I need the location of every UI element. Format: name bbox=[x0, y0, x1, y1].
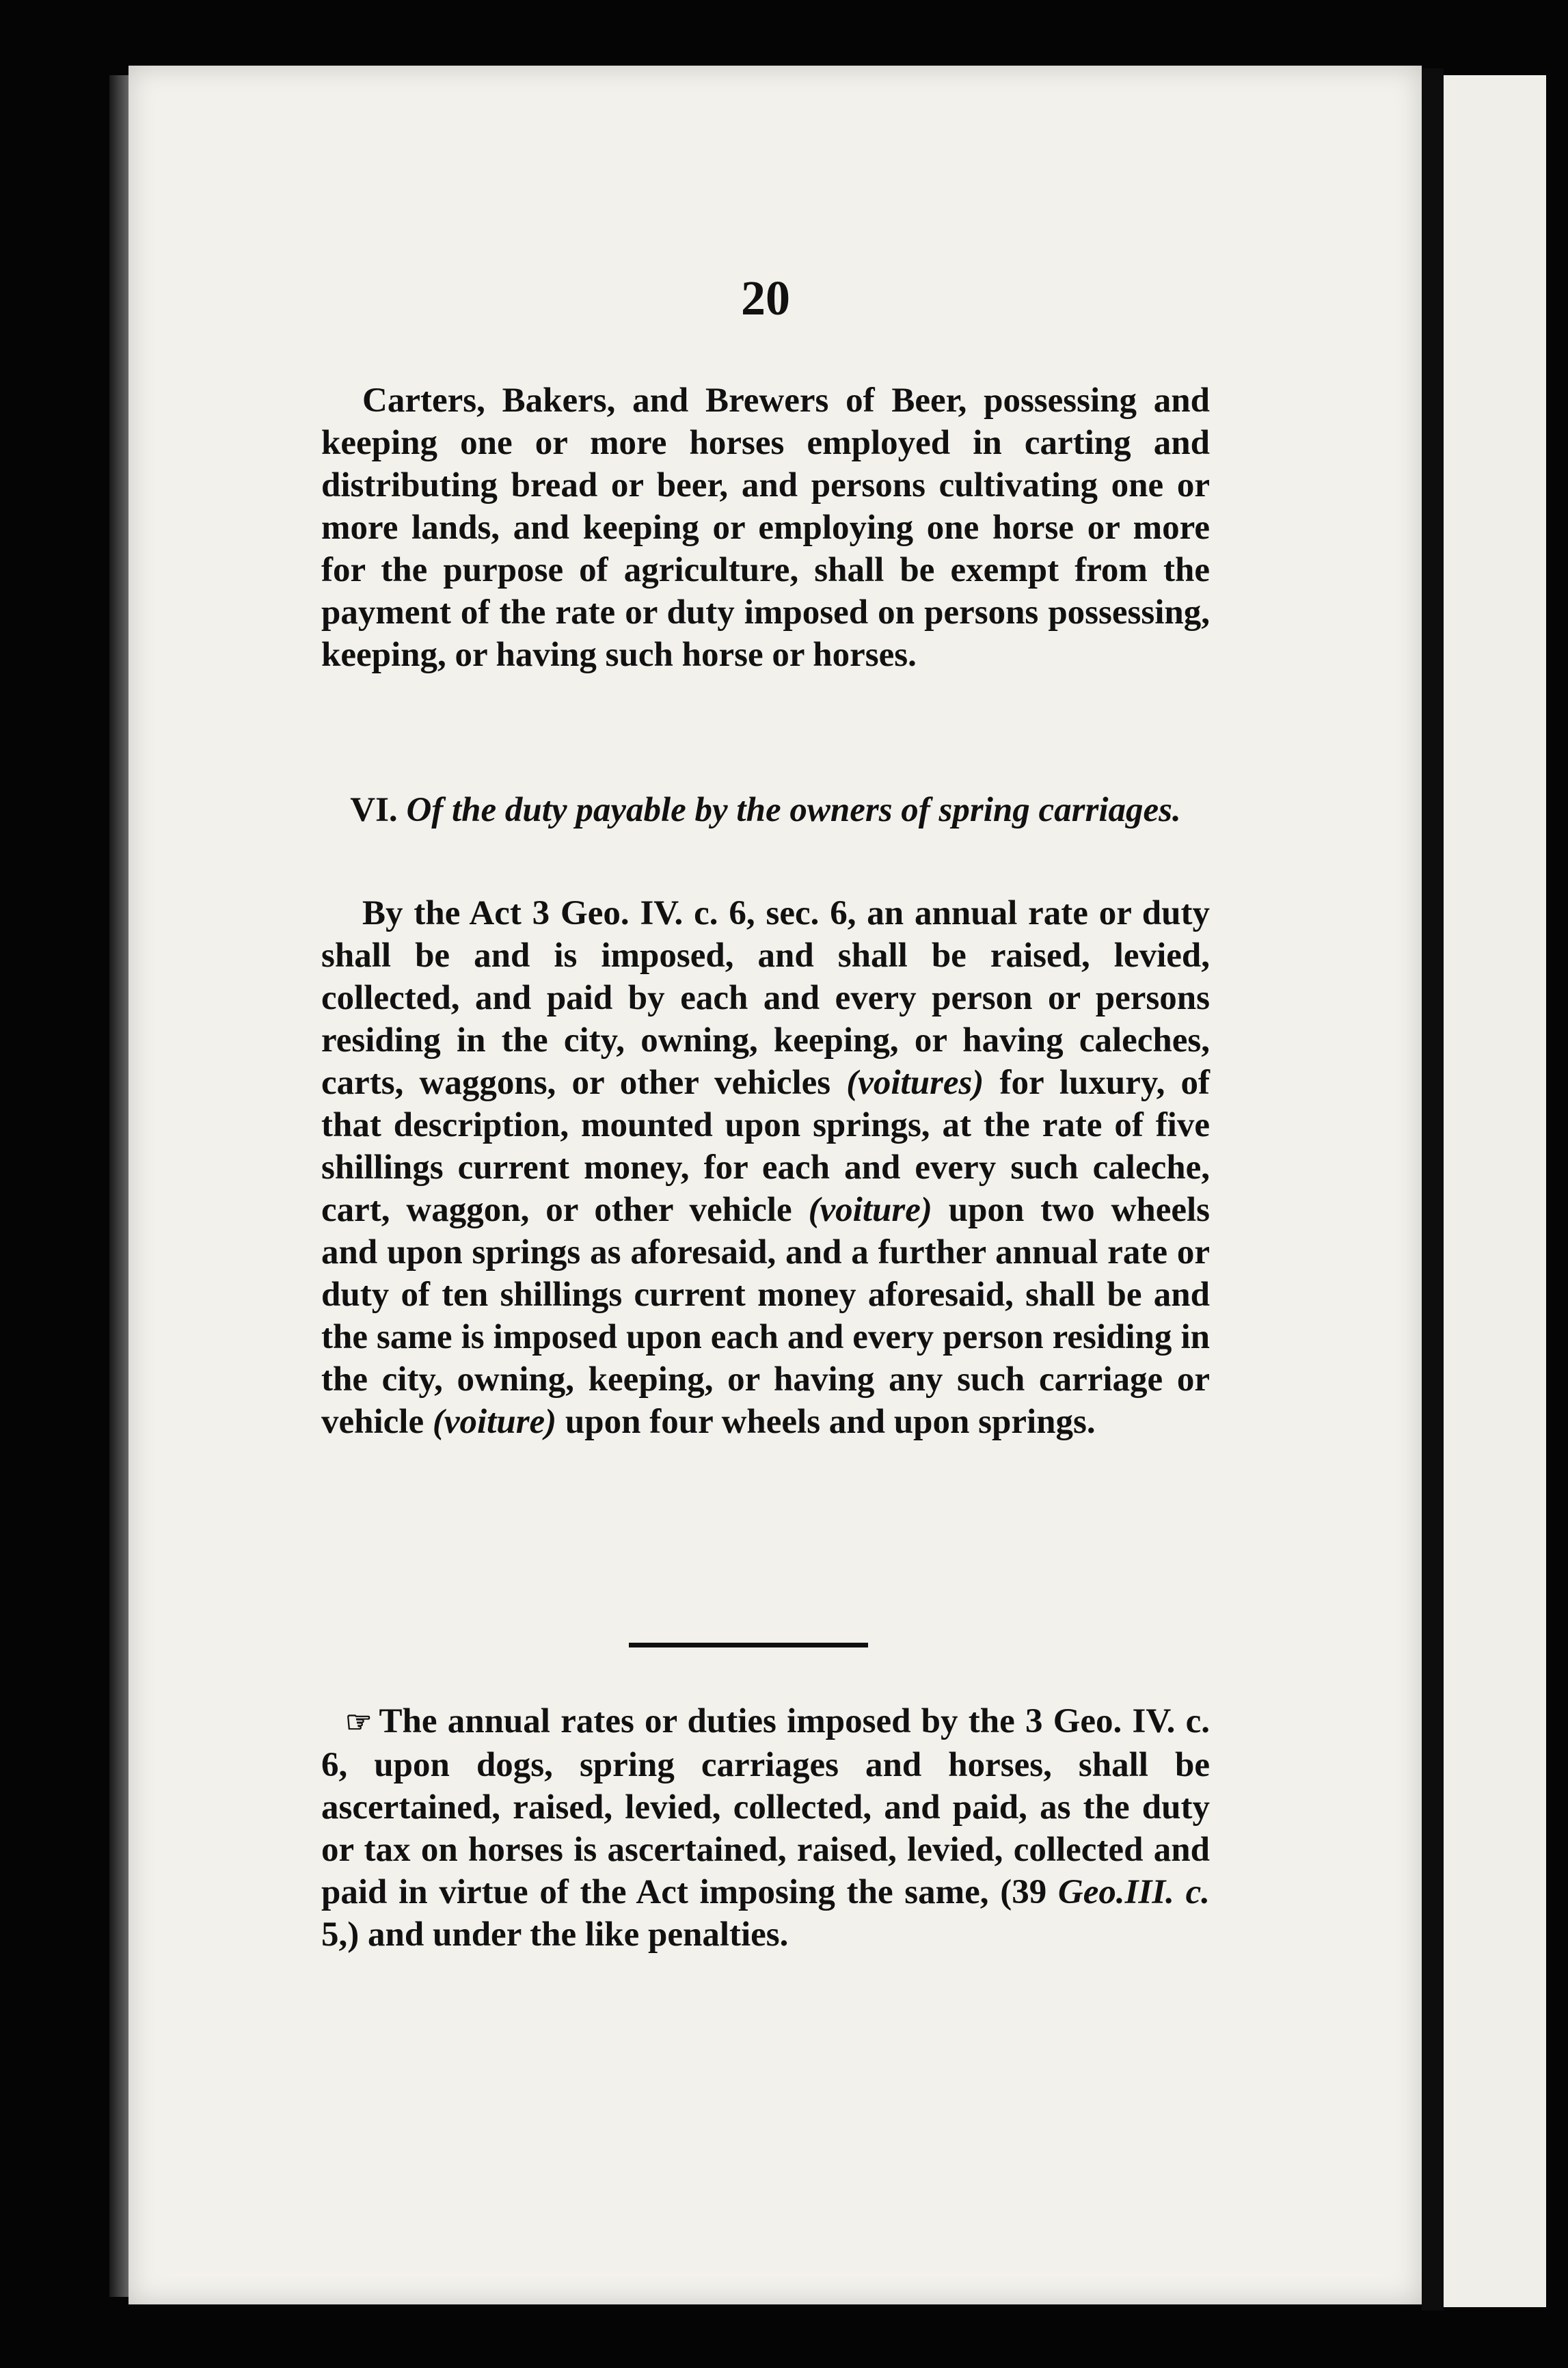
act-italic-3: (voiture) bbox=[432, 1403, 557, 1441]
act-text-1: By the Act 3 Geo. IV. c. 6, sec. 6, an annual rate or duty shall be and is imposed, and shall be raised, levied, collected, and paid by each and every person or persons residing in the city, owning, keeping, or having caleches, carts, waggons, or other vehicles bbox=[321, 894, 1210, 1102]
note-text-2: 5,) and under the like penalties. bbox=[321, 1915, 789, 1954]
act-text-3: upon two wheels and upon springs as aforesaid, and a further annual rate or duty of ten shillings current money aforesaid, shall be and the same is imposed upon each and every person residing in the city, owning, keeping, or having any such carriage or vehicle bbox=[321, 1191, 1210, 1441]
act-italic-2: (voiture) bbox=[808, 1191, 932, 1229]
page-edge-shadow bbox=[109, 75, 130, 2297]
section-numeral: VI. bbox=[350, 791, 398, 829]
adjacent-page-edge bbox=[1444, 75, 1546, 2307]
page-number: 20 bbox=[741, 271, 790, 325]
act-text-4: upon four wheels and upon springs. bbox=[556, 1403, 1096, 1441]
section-divider-rule bbox=[629, 1643, 868, 1647]
paragraph-exemption: Carters, Bakers, and Brewers of Beer, possessing and keeping one or more horses employed in carting and distributing bread or beer, and persons cultivating one or more lands, and keeping or employing one horse or more for the purpose of agriculture, shall be exempt from the payment of the rate or duty imposed on persons possessing, keeping, or having such horse or horses. bbox=[321, 381, 1210, 674]
note-text-1: The annual rates or duties imposed by the 3 Geo. IV. c. 6, upon dogs, spring carriages and horses, shall be ascertained, raised, levied, collected, and paid, as the duty or tax on horses is ascertained, raised, levied, collected and paid in virtue of the Act imposing the same, (39 bbox=[321, 1702, 1210, 1911]
paragraph-act bbox=[321, 892, 1210, 1443]
act-text-2: for luxury, of that description, mounted upon springs, at the rate of five shillings current money, for each and every such caleche, cart, waggon, or other vehicle bbox=[321, 1064, 1210, 1229]
section-title: Of the duty payable by the owners of spring carriages. bbox=[406, 791, 1181, 829]
paragraph-note bbox=[321, 1700, 1210, 1956]
note-italic: Geo.III. c. bbox=[1057, 1873, 1210, 1911]
pointing-hand-icon: ☞ bbox=[345, 1706, 373, 1739]
section-heading bbox=[321, 786, 1210, 834]
book-gutter bbox=[1422, 68, 1444, 2311]
act-italic-1: (voitures) bbox=[846, 1064, 984, 1102]
